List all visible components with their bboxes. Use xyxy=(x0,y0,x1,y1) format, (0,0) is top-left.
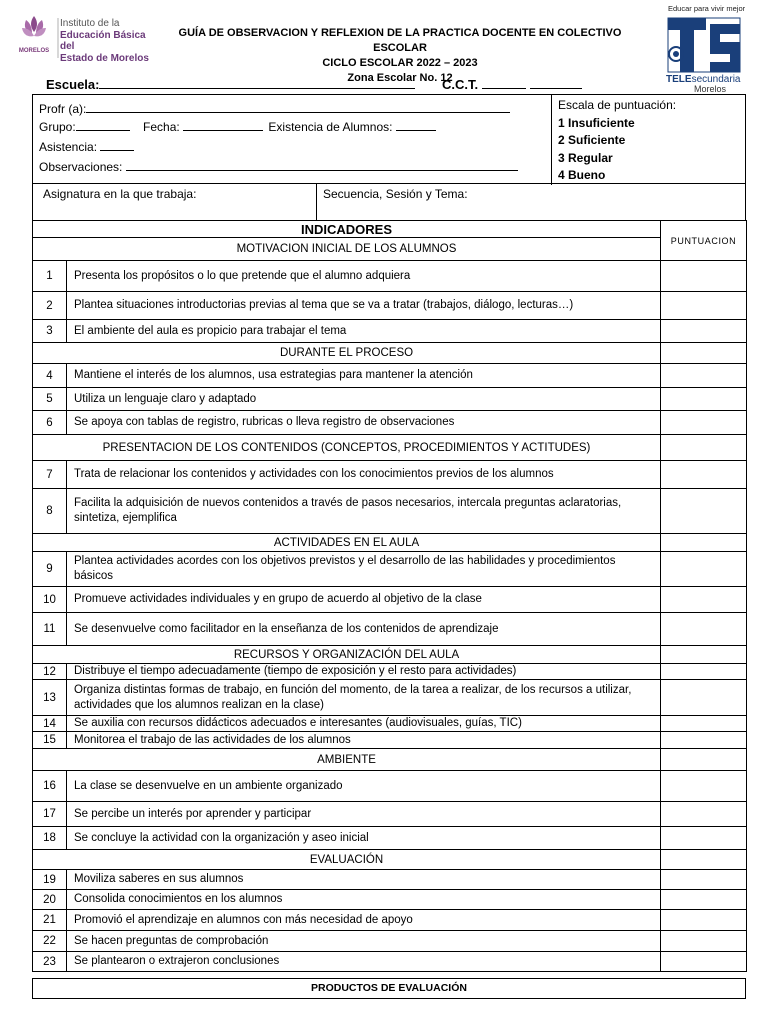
row-text: Se hacen preguntas de comprobación xyxy=(67,931,661,952)
table-row xyxy=(33,732,747,749)
row-number: 8 xyxy=(33,489,67,534)
row-text: Se auxilia con recursos didácticos adecuados e interesantes (audiovisuales, guías, TIC) xyxy=(67,716,661,732)
section-title: DURANTE EL PROCESO xyxy=(33,343,661,364)
escuela-label: Escuela: xyxy=(46,77,100,92)
logo-name-bold: TELE xyxy=(666,74,692,85)
row-text: Organiza distintas formas de trabajo, en función del momento, de la tarea a realizar, de los recursos a utilizar, actividades que los alumnos realizan en la clase) xyxy=(67,680,661,716)
escuela-field[interactable] xyxy=(46,77,415,92)
row-number: 21 xyxy=(33,910,67,931)
row-text: Moviliza saberes en sus alumnos xyxy=(67,870,661,890)
row-text: Se percibe un interés por aprender y participar xyxy=(67,802,661,827)
score-cell[interactable] xyxy=(661,931,747,952)
row-text: Mantiene el interés de los alumnos, usa estrategias para mantener la atención xyxy=(67,364,661,388)
table-row xyxy=(33,910,747,931)
institute-line-2: Educación Básica del xyxy=(60,29,146,52)
row-text: La clase se desenvuelve en un ambiente organizado xyxy=(67,771,661,802)
score-cell[interactable] xyxy=(661,680,747,716)
score-cell[interactable] xyxy=(661,261,747,292)
rating-scale xyxy=(551,95,747,185)
secuencia-label: Secuencia, Sesión y Tema: xyxy=(323,187,468,201)
row-text: Monitorea el trabajo de las actividades de los alumnos xyxy=(67,732,661,749)
section-row xyxy=(33,238,747,261)
observaciones-field[interactable] xyxy=(39,157,518,177)
score-cell[interactable] xyxy=(661,827,747,850)
row-number: 3 xyxy=(33,320,67,343)
scale-item-2: 2 Suficiente xyxy=(558,133,626,147)
table-row xyxy=(33,613,747,646)
table-row xyxy=(33,489,747,534)
table-row xyxy=(33,388,747,411)
section-title: ACTIVIDADES EN EL AULA xyxy=(33,534,661,552)
observaciones-label: Observaciones: xyxy=(39,160,123,174)
section-title: RECURSOS Y ORGANIZACIÓN DEL AULA xyxy=(33,646,661,664)
score-cell[interactable] xyxy=(661,587,747,613)
logo-name-rest: secundaria xyxy=(691,74,741,85)
ts-monogram-icon xyxy=(668,18,740,72)
profr-label: Profr (a): xyxy=(39,102,87,116)
score-cell[interactable] xyxy=(661,716,747,732)
table-row xyxy=(33,320,747,343)
score-cell[interactable] xyxy=(661,489,747,534)
row-text: Se plantearon o extrajeron conclusiones xyxy=(67,952,661,972)
row-number: 13 xyxy=(33,680,67,716)
scale-item-4: 4 Bueno xyxy=(558,168,606,182)
score-cell[interactable] xyxy=(661,952,747,972)
row-number: 18 xyxy=(33,827,67,850)
row-number: 5 xyxy=(33,388,67,411)
puntuacion-heading: PUNTUACION xyxy=(661,221,747,261)
existencia-field[interactable] xyxy=(268,120,435,134)
subject-row xyxy=(32,183,746,221)
logo-tagline: Educar para vivir mejor xyxy=(668,4,746,13)
row-text: El ambiente del aula es propicio para trabajar el tema xyxy=(67,320,661,343)
section-row xyxy=(33,534,747,552)
score-cell[interactable] xyxy=(661,890,747,910)
row-number: 15 xyxy=(33,732,67,749)
row-number: 7 xyxy=(33,461,67,489)
score-cell[interactable] xyxy=(661,388,747,411)
row-number: 23 xyxy=(33,952,67,972)
grupo-field[interactable] xyxy=(39,120,130,134)
fecha-field[interactable] xyxy=(143,120,263,134)
row-number: 20 xyxy=(33,890,67,910)
score-cell[interactable] xyxy=(661,732,747,749)
row-text: Consolida conocimientos en los alumnos xyxy=(67,890,661,910)
indicators-table xyxy=(32,220,747,972)
section-row xyxy=(33,646,747,664)
productos-evaluacion-title: PRODUCTOS DE EVALUACIÓN xyxy=(311,982,467,994)
row-number: 10 xyxy=(33,587,67,613)
row-number: 16 xyxy=(33,771,67,802)
section-title: AMBIENTE xyxy=(33,749,661,771)
telesecundaria-logo xyxy=(662,4,758,94)
score-cell[interactable] xyxy=(661,613,747,646)
cct-field[interactable] xyxy=(442,77,582,92)
row-number: 1 xyxy=(33,261,67,292)
table-row xyxy=(33,664,747,680)
table-row xyxy=(33,552,747,587)
table-row xyxy=(33,890,747,910)
institute-line-1: Instituto de la xyxy=(60,18,120,29)
score-cell[interactable] xyxy=(661,910,747,931)
row-number: 22 xyxy=(33,931,67,952)
table-row xyxy=(33,292,747,320)
table-row xyxy=(33,680,747,716)
existencia-label: Existencia de Alumnos: xyxy=(268,120,393,134)
table-row xyxy=(33,952,747,972)
score-cell[interactable] xyxy=(661,320,747,343)
row-text: Presenta los propósitos o lo que pretende que el alumno adquiera xyxy=(67,261,661,292)
row-text: Plantea actividades acordes con los objetivos previstos y el desarrollo de las habilidades y procedimientos básicos xyxy=(67,552,661,587)
table-row xyxy=(33,870,747,890)
institute-line-3: Estado de Morelos xyxy=(60,52,149,64)
row-number: 19 xyxy=(33,870,67,890)
scale-item-3: 3 Regular xyxy=(558,150,613,165)
section-row xyxy=(33,435,747,461)
title-line-1: GUÍA DE OBSERVACION Y REFLEXION DE LA PRACTICA DOCENTE EN COLECTIVO ESCOLAR xyxy=(178,27,622,54)
table-row xyxy=(33,461,747,489)
row-number: 11 xyxy=(33,613,67,646)
asistencia-label: Asistencia: xyxy=(39,140,98,154)
table-row xyxy=(33,931,747,952)
institute-logo xyxy=(12,10,162,68)
title-line-2: CICLO ESCOLAR 2022 – 2023 xyxy=(322,57,478,69)
section-title: EVALUACIÓN xyxy=(33,850,661,870)
logo-region: Morelos xyxy=(693,84,726,94)
asignatura-label: Asignatura en la que trabaja: xyxy=(43,187,197,201)
row-number: 17 xyxy=(33,802,67,827)
row-number: 4 xyxy=(33,364,67,388)
row-number: 2 xyxy=(33,292,67,320)
score-cell[interactable] xyxy=(661,664,747,680)
row-text: Facilita la adquisición de nuevos contenidos a través de pasos necesarios, intercala preguntas aclaratorias, sintetiza, ejemplifica xyxy=(67,489,661,534)
scale-item-1: 1 Insuficiente xyxy=(558,115,635,130)
table-row xyxy=(33,802,747,827)
section-title: MOTIVACION INICIAL DE LOS ALUMNOS xyxy=(33,238,661,261)
score-cell[interactable] xyxy=(661,771,747,802)
table-row xyxy=(33,587,747,613)
row-number: 9 xyxy=(33,552,67,587)
section-row xyxy=(33,850,747,870)
indicadores-header-row xyxy=(33,221,747,238)
row-text: Se concluye la actividad con la organización y aseo inicial xyxy=(67,827,661,850)
section-row xyxy=(33,343,747,364)
row-number: 14 xyxy=(33,716,67,732)
table-row xyxy=(33,364,747,388)
row-number: 12 xyxy=(33,664,67,680)
table-row xyxy=(33,771,747,802)
row-text: Se apoya con tablas de registro, rubricas o lleva registro de observaciones xyxy=(67,411,661,435)
row-text: Utiliza un lenguaje claro y adaptado xyxy=(67,388,661,411)
cct-label: C.C.T. xyxy=(442,77,479,92)
scale-title: Escala de puntuación: xyxy=(558,98,677,112)
table-row xyxy=(33,261,747,292)
row-text: Promueve actividades individuales y en grupo de acuerdo al objetivo de la clase xyxy=(67,587,661,613)
asistencia-field[interactable] xyxy=(39,137,518,157)
section-title: PRESENTACION DE LOS CONTENIDOS (CONCEPTOS, PROCEDIMIENTOS Y ACTITUDES) xyxy=(33,435,661,461)
asignatura-field[interactable] xyxy=(43,187,196,201)
score-cell[interactable] xyxy=(661,802,747,827)
row-text: Promovió el aprendizaje en alumnos con más necesidad de apoyo xyxy=(67,910,661,931)
fecha-label: Fecha: xyxy=(143,120,180,134)
score-cell[interactable] xyxy=(661,461,747,489)
title-line-3: Zona Escolar No. 12 xyxy=(347,72,453,84)
svg-text:MORELOS: MORELOS xyxy=(18,48,50,54)
table-row xyxy=(33,827,747,850)
row-text: Distribuye el tiempo adecuadamente (tiempo de exposición y el resto para actividades) xyxy=(67,664,661,680)
score-cell[interactable] xyxy=(661,552,747,587)
secuencia-field[interactable] xyxy=(323,187,468,201)
score-cell[interactable] xyxy=(661,870,747,890)
profr-field[interactable] xyxy=(39,99,518,119)
table-row xyxy=(33,411,747,435)
grupo-row xyxy=(39,117,518,137)
row-text: Trata de relacionar los contenidos y actividades con los conocimientos previos de los alumnos xyxy=(67,461,661,489)
section-row xyxy=(33,749,747,771)
score-cell[interactable] xyxy=(661,364,747,388)
indicadores-heading: INDICADORES xyxy=(33,221,661,238)
table-row xyxy=(33,716,747,732)
row-number: 6 xyxy=(33,411,67,435)
row-text: Se desenvuelve como facilitador en la enseñanza de los contenidos de aprendizaje xyxy=(67,613,661,646)
teacher-info-box xyxy=(32,94,746,184)
row-text: Plantea situaciones introductorias previas al tema que se va a tratar (trabajos, diálogo, lecturas…) xyxy=(67,292,661,320)
productos-evaluacion-box[interactable] xyxy=(32,978,746,999)
score-cell[interactable] xyxy=(661,292,747,320)
score-cell[interactable] xyxy=(661,411,747,435)
grupo-label: Grupo: xyxy=(39,120,76,134)
